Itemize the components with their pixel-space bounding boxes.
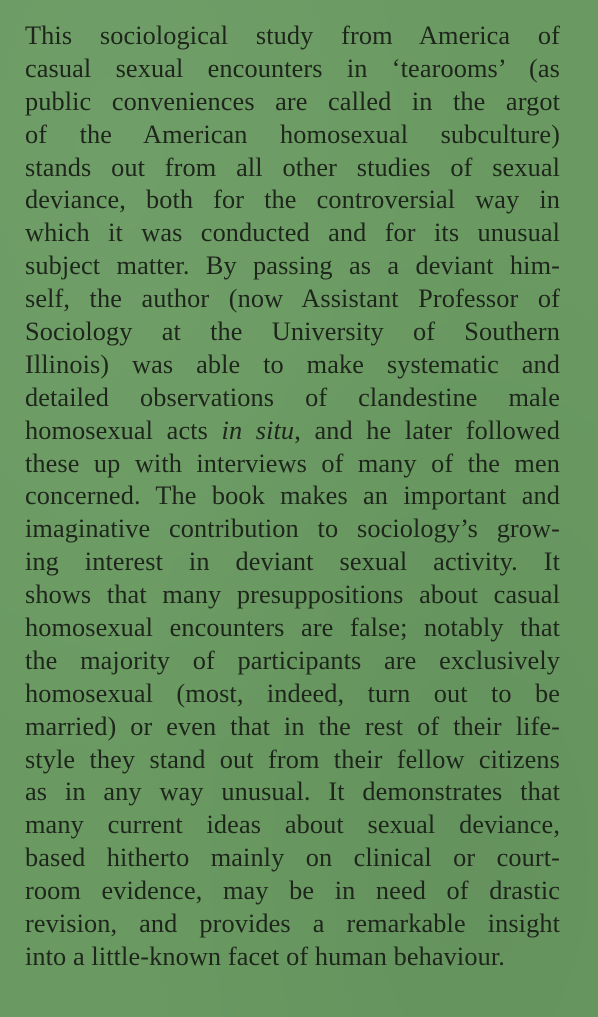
- blurb-text: concerned. The book makes an important and: [25, 481, 560, 511]
- blurb-text: detailed observations of clandestine male: [25, 382, 560, 412]
- blurb-text: homosexual encounters are false; notably that: [25, 613, 560, 643]
- blurb-text: shows that many presuppositions about casual: [25, 580, 560, 610]
- blurb-text: imaginative contribution to sociology’s grow-: [25, 514, 560, 544]
- blurb-text: ing interest in deviant sexual activity. It: [25, 547, 560, 577]
- blurb-line: [25, 513, 560, 546]
- blurb-line: [25, 809, 560, 842]
- blurb-text: homosexual (most, indeed, turn out to be: [25, 678, 560, 708]
- blurb-line: [25, 842, 560, 875]
- blurb-line: [25, 316, 560, 349]
- blurb-line: [25, 152, 560, 185]
- blurb-line: [25, 283, 560, 316]
- blurb-text: as in any way unusual. It demonstrates that: [25, 777, 560, 807]
- blurb-text: married) or even that in the rest of their life-: [25, 711, 560, 741]
- blurb-text: of the American homosexual subculture): [25, 119, 560, 149]
- blurb-text: the majority of participants are exclusively: [25, 645, 560, 675]
- blurb-text: subject matter. By passing as a deviant him-: [25, 251, 560, 281]
- blurb-text: many current ideas about sexual deviance,: [25, 810, 560, 840]
- blurb-text: deviance, both for the controversial way in: [25, 185, 560, 215]
- blurb-text: based hitherto mainly on clinical or court-: [25, 843, 560, 873]
- blurb-line: [25, 217, 560, 250]
- blurb-text: into a little-known facet of human behaviour.: [25, 941, 505, 971]
- blurb-line: [25, 349, 560, 382]
- blurb-line: [25, 546, 560, 579]
- blurb-text: stands out from all other studies of sexual: [25, 152, 560, 182]
- blurb-line: [25, 184, 560, 217]
- blurb-line: [25, 579, 560, 612]
- blurb-line: [25, 776, 560, 809]
- blurb-line: [25, 908, 560, 941]
- blurb-line: [25, 250, 560, 283]
- blurb-line: [25, 678, 560, 711]
- blurb-text: public conveniences are called in the argot: [25, 86, 560, 116]
- blurb-text: room evidence, may be in need of drastic: [25, 876, 560, 906]
- blurb-line: [25, 382, 560, 415]
- blurb-text: casual sexual encounters in ‘tearooms’ (as: [25, 53, 560, 83]
- blurb-text: these up with interviews of many of the men: [25, 448, 560, 478]
- blurb-line: [25, 941, 560, 974]
- blurb-text: homosexual acts: [25, 415, 222, 445]
- blurb-text: , and he later followed: [294, 415, 560, 445]
- blurb-text: style they stand out from their fellow citizens: [25, 744, 560, 774]
- blurb-line: [25, 711, 560, 744]
- blurb-text: Illinois) was able to make systematic and: [25, 349, 560, 379]
- blurb-line: [25, 645, 560, 678]
- blurb-line: [25, 480, 560, 513]
- blurb-paragraph: [25, 20, 560, 974]
- blurb-text: self, the author (now Assistant Professor of: [25, 284, 560, 314]
- blurb-italic-text: in situ: [221, 415, 295, 445]
- blurb-line: [25, 875, 560, 908]
- blurb-line: [25, 53, 560, 86]
- blurb-text: revision, and provides a remarkable insight: [25, 909, 560, 939]
- blurb-text: Sociology at the University of Southern: [25, 317, 560, 347]
- blurb-line: [25, 744, 560, 777]
- blurb-text: This sociological study from America of: [25, 21, 560, 50]
- blurb-line: [25, 448, 560, 481]
- blurb-line: [25, 415, 560, 448]
- blurb-line: [25, 86, 560, 119]
- blurb-line: [25, 612, 560, 645]
- blurb-line: [25, 20, 560, 53]
- blurb-line: [25, 119, 560, 152]
- blurb-text: which it was conducted and for its unusual: [25, 218, 560, 248]
